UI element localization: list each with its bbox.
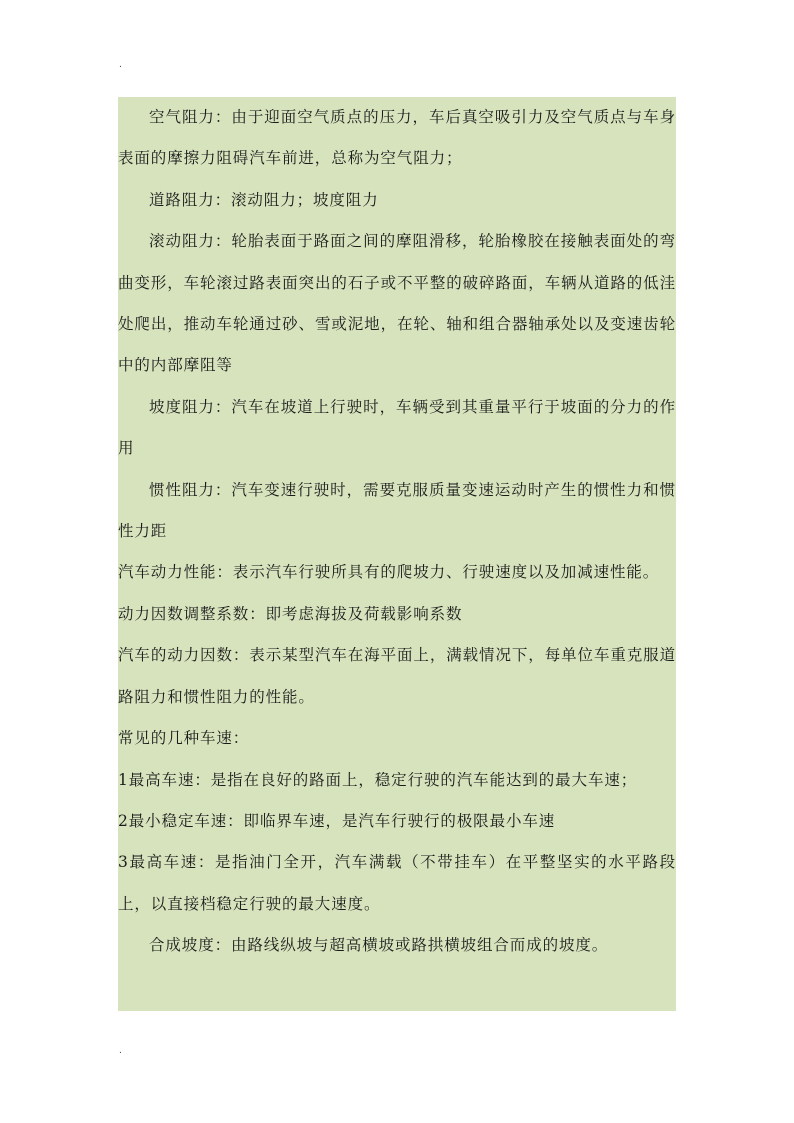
paragraph-power-performance: 汽车动力性能：表示汽车行驶所具有的爬坡力、行驶速度以及加减速性能。 bbox=[118, 563, 660, 582]
paragraph-rolling-resistance: 滚动阻力：轮胎表面于路面之间的摩阻滑移，轮胎橡胶在接触表面处的弯曲变形，车轮滚过路表面突出的石子或不平整的破碎路面，车辆从道路的低洼处爬出，推动车轮通过砂、雪或泥地，在轮、轴和组合器轴承处以及变速齿轮中的内部摩阻等 bbox=[118, 232, 676, 375]
page-dot-bottom: . bbox=[119, 1046, 122, 1056]
paragraph-grade-resistance: 坡度阻力：汽车在坡道上行驶时，车辆受到其重量平行于坡面的分力的作用 bbox=[118, 397, 676, 458]
paragraph-road-resistance: 道路阻力：滚动阻力；坡度阻力 bbox=[149, 190, 379, 209]
paragraph-speed-item-1: 1最高车速：是指在良好的路面上，稳定行驶的汽车能达到的最大车速； bbox=[118, 770, 638, 789]
paragraph-dynamic-factor: 汽车的动力因数：表示某型汽车在海平面上，满载情况下，每单位车重克服道路阻力和惯性阻力的性能。 bbox=[118, 646, 676, 706]
paragraph-inertia-resistance: 惯性阻力：汽车变速行驶时，需要克服质量变速运动时产生的惯性力和惯性力距 bbox=[118, 480, 676, 541]
paragraph-combined-grade: 合成坡度：由路线纵坡与超高横坡或路拱横坡组合而成的坡度。 bbox=[149, 936, 609, 955]
paragraph-air-resistance: 空气阻力：由于迎面空气质点的压力，车后真空吸引力及空气质点与车身表面的摩擦力阻碍汽车前进，总称为空气阻力； bbox=[118, 108, 676, 168]
paragraph-list bbox=[118, 97, 676, 967]
page-dot-top: . bbox=[119, 60, 122, 70]
highlighted-text-block bbox=[118, 97, 676, 1011]
paragraph-speed-types-heading: 常见的几种车速： bbox=[118, 729, 250, 748]
paragraph-adjustment-coefficient: 动力因数调整系数：即考虑海拔及荷载影响系数 bbox=[118, 604, 463, 623]
paragraph-speed-item-2: 2最小稳定车速：即临界车速，是汽车行驶行的极限最小车速 bbox=[118, 811, 556, 830]
paragraph-speed-item-3: 3最高车速：是指油门全开，汽车满载（不带挂车）在平整坚实的水平路段上，以直接档稳定行驶的最大速度。 bbox=[118, 853, 676, 913]
